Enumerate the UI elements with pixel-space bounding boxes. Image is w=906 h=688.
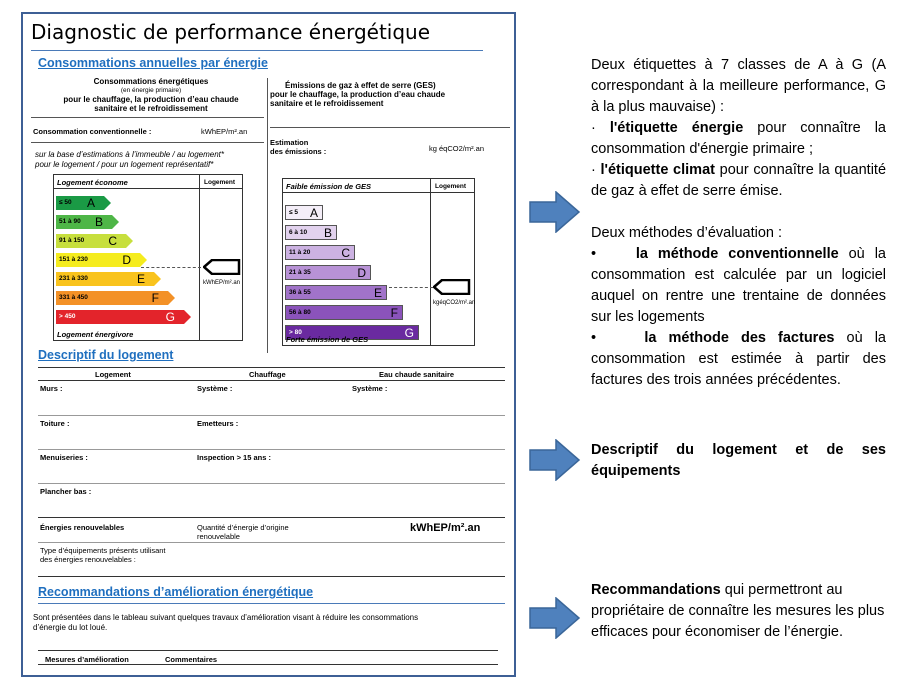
emetteurs-label: Emetteurs :: [197, 419, 239, 428]
mesures-top-rule: [38, 650, 498, 651]
energy-class-letter: B: [94, 215, 103, 229]
annotation-recommandations: [591, 580, 886, 643]
mesures-bottom-rule: [38, 664, 498, 665]
renouvelables-label: Énergies renouvelables: [40, 523, 125, 532]
label-energie-rest: pour connaître la consommation d'énergie primaire ;: [591, 120, 886, 157]
labels-intro: Deux étiquettes à 7 classes de A à G (A correspondant à la meilleure performance, G à la plus mauvaise) :: [591, 57, 886, 115]
energy-marker-arrow: [203, 259, 241, 275]
ges-class-e: [285, 285, 387, 300]
conv-label: Consommation conventionnelle :: [33, 127, 152, 136]
energy-marker-unit: kWhEP/m².an: [203, 280, 241, 286]
ges-class-letter: F: [390, 306, 398, 320]
estimate-note-1: sur la base d’estimations à l’immeuble / au logement*: [35, 150, 224, 159]
row-rule-4: [38, 517, 505, 518]
ges-class-range: 6 à 10: [289, 229, 308, 236]
energy-label-col-header: Logement: [204, 179, 236, 186]
energy-label-divider: [199, 175, 200, 340]
label-climat-item: · l'étiquette climat pour connaître la quantité de gaz à effet de serre émise.: [591, 162, 887, 199]
ges-class-c: [285, 245, 355, 260]
ges-heading-2: pour le chauffage, la production d’eau chaude: [270, 90, 446, 99]
estimate-note-2: pour le logement / pour un logement représentatif*: [35, 160, 214, 169]
energy-class-range: 331 à 450: [59, 294, 88, 301]
energy-class-tip: [104, 196, 111, 210]
title-rule: [31, 50, 483, 51]
ges-heading-1: Émissions de gaz à effet de serre (GES): [285, 81, 436, 90]
energy-class-tip: [154, 272, 161, 286]
energy-class-letter: D: [122, 253, 131, 267]
energy-class-tip: [112, 215, 119, 229]
method-factures-bold: la méthode des factures: [644, 330, 835, 346]
energy-class-e: [56, 272, 154, 286]
energy-class-f: [56, 291, 168, 305]
col-logement: Logement: [95, 370, 131, 379]
arrow-right-icon: [529, 439, 581, 481]
energy-class-tip: [140, 253, 147, 267]
annotation-labels: [591, 55, 886, 391]
systeme-chauffage-label: Système :: [197, 384, 233, 393]
column-divider: [267, 78, 268, 353]
ges-class-d: [285, 265, 371, 280]
energy-class-d: [56, 253, 140, 267]
type-line-1: Type d’équipements présents utilisant: [40, 546, 166, 555]
row-rule-5: [38, 542, 505, 543]
ges-marker-unit: kgéqCO2/m².an: [433, 300, 476, 306]
energy-class-range: > 450: [59, 313, 76, 320]
energy-class-letter: C: [108, 234, 117, 248]
ges-class-range: 36 à 55: [289, 289, 311, 296]
dpe-document: [21, 12, 516, 677]
ges-class-letter: E: [373, 286, 382, 300]
energy-class-b: [56, 215, 112, 229]
energy-class-a: [56, 196, 104, 210]
energy-class-c: [56, 234, 126, 248]
ges-class-range: 56 à 80: [289, 309, 311, 316]
methods-intro: Deux méthodes d’évaluation :: [591, 225, 783, 241]
method-conventionnelle-rest: où la consommation est calculée par un logiciel auquel on rentre une trentaine de données sur les logements: [591, 246, 886, 325]
descriptif-header-rule: [38, 380, 505, 381]
energy-class-tip: [168, 291, 175, 305]
energy-label-bottom: Logement énergivore: [57, 330, 134, 339]
ges-class-letter: G: [404, 326, 414, 340]
ges-class-range: ≤ 5: [289, 209, 298, 216]
recommandations-text-2: d’énergie du lot loué.: [33, 623, 108, 632]
energy-label: [53, 174, 243, 341]
ges-estimate-unit: kg éqCO2/m².an: [429, 144, 485, 153]
energy-class-g: [56, 310, 184, 324]
ges-heading-rule: [270, 127, 510, 128]
toiture-label: Toiture :: [40, 419, 70, 428]
energy-heading-2: (en énergie primaire): [120, 87, 182, 94]
ges-label: [282, 178, 475, 346]
plancher-label: Plancher bas :: [40, 487, 92, 496]
energy-heading-rule: [31, 117, 264, 118]
quantite-line-1: Quantité d’énergie d’origine: [197, 523, 289, 532]
energy-heading-1: Consommations énergétiques: [93, 77, 209, 86]
menuiseries-label: Menuiseries :: [40, 453, 88, 462]
energy-class-range: 51 à 90: [59, 218, 81, 225]
recommandations-rule: [38, 603, 505, 604]
energy-class-tip: [184, 310, 191, 324]
document-title: Diagnostic de performance énergétique: [31, 20, 431, 44]
renouvelables-unit: kWhEP/m².an: [410, 522, 481, 534]
ges-estimate-label-1: Estimation: [270, 138, 309, 147]
energy-marker-leader: [141, 267, 201, 268]
label-climat-rest: pour connaître la quantité de gaz à effet de serre émise.: [591, 162, 887, 199]
ges-class-letter: D: [357, 266, 366, 280]
row-rule-3: [38, 483, 505, 484]
energy-class-letter: F: [151, 291, 159, 305]
ges-class-f: [285, 305, 403, 320]
col-commentaires: Commentaires: [165, 655, 218, 664]
ges-marker-leader: [389, 287, 433, 288]
method-factures-item: • la méthode des factures où la consommation est estimée à partir des factures des trois années précédentes.: [591, 330, 886, 388]
energy-class-range: 91 à 150: [59, 237, 85, 244]
descriptif-top-rule: [38, 367, 505, 368]
energy-heading-4: sanitaire et le refroidissement: [94, 104, 208, 113]
label-climat-bold: l'étiquette climat: [600, 162, 715, 178]
label-energie-item: · l'étiquette énergie pour connaître la consommation d'énergie primaire ;: [591, 120, 886, 157]
type-line-2: des énergies renouvelables :: [40, 555, 136, 564]
ges-class-range: > 80: [289, 329, 302, 336]
conv-unit: kWhEP/m².an: [201, 127, 248, 136]
ges-label-bottom: Forte émission de GES: [286, 335, 369, 344]
ges-class-letter: A: [309, 206, 318, 220]
label-energie-bold: l'étiquette énergie: [609, 120, 744, 136]
ges-estimate-label-2: des émissions :: [270, 147, 327, 156]
energy-label-top: Logement économe: [57, 178, 128, 187]
inspection-label: Inspection > 15 ans :: [197, 453, 271, 462]
col-mesures: Mesures d’amélioration: [45, 655, 129, 664]
ges-class-letter: C: [341, 246, 350, 260]
ges-label-col-header: Logement: [435, 183, 467, 190]
annotation-recommandations-rest: qui permettront au propriétaire de connaître les mesures les plus efficaces pour économiser de l’énergie.: [591, 582, 885, 640]
col-eau-chaude: Eau chaude sanitaire: [379, 370, 455, 379]
quantite-line-2: renouvelable: [197, 532, 240, 541]
ges-class-b: [285, 225, 337, 240]
energy-class-letter: E: [136, 272, 145, 286]
ges-label-top-rule: [283, 192, 474, 193]
ges-marker-arrow: [433, 279, 471, 295]
energy-class-tip: [126, 234, 133, 248]
energy-class-letter: A: [86, 196, 95, 210]
arrow-right-icon: [529, 597, 581, 639]
recommandations-text-1: Sont présentées dans le tableau suivant quelques travaux d’amélioration visant à réduire les consommations: [33, 613, 419, 622]
conv-rule: [31, 142, 264, 143]
row-rule-2: [38, 449, 505, 450]
method-conventionnelle-bold: la méthode conventionnelle: [635, 246, 839, 262]
descriptif-section-title: Descriptif du logement: [38, 348, 174, 362]
descriptif-bottom-rule: [38, 576, 505, 577]
energy-class-range: 151 à 230: [59, 256, 88, 263]
ges-class-range: 21 à 35: [289, 269, 311, 276]
consumption-section-title: Consommations annuelles par énergie: [38, 56, 268, 70]
energy-class-range: 231 à 330: [59, 275, 88, 282]
ges-class-letter: B: [323, 226, 332, 240]
energy-heading-3: pour le chauffage, la production d’eau chaude: [63, 95, 239, 104]
ges-heading-3: sanitaire et le refroidissement: [270, 99, 384, 108]
ges-class-range: 11 à 20: [289, 249, 311, 256]
arrow-right-icon: [529, 191, 581, 233]
row-rule-1: [38, 415, 505, 416]
annotation-recommandations-bold: Recommandations: [591, 582, 721, 598]
col-chauffage: Chauffage: [249, 370, 286, 379]
method-conventionnelle-item: • la méthode conventionnelle où la consommation est calculée par un logiciel auquel on rentre une trentaine de données sur les logements: [591, 246, 886, 325]
systeme-ecs-label: Système :: [352, 384, 388, 393]
murs-label: Murs :: [40, 384, 63, 393]
ges-label-divider: [430, 179, 431, 345]
annotation-descriptif: Descriptif du logement et de ses équipements: [591, 442, 886, 479]
energy-label-top-rule: [54, 188, 242, 189]
method-factures-rest: où la consommation est estimée à partir des factures des trois années précédentes.: [591, 330, 886, 388]
recommandations-section-title: Recommandations d’amélioration énergétique: [38, 585, 314, 599]
ges-class-a: [285, 205, 323, 220]
energy-class-letter: G: [165, 310, 175, 324]
energy-class-range: ≤ 50: [59, 199, 72, 206]
ges-label-top: Faible émission de GES: [286, 182, 372, 191]
